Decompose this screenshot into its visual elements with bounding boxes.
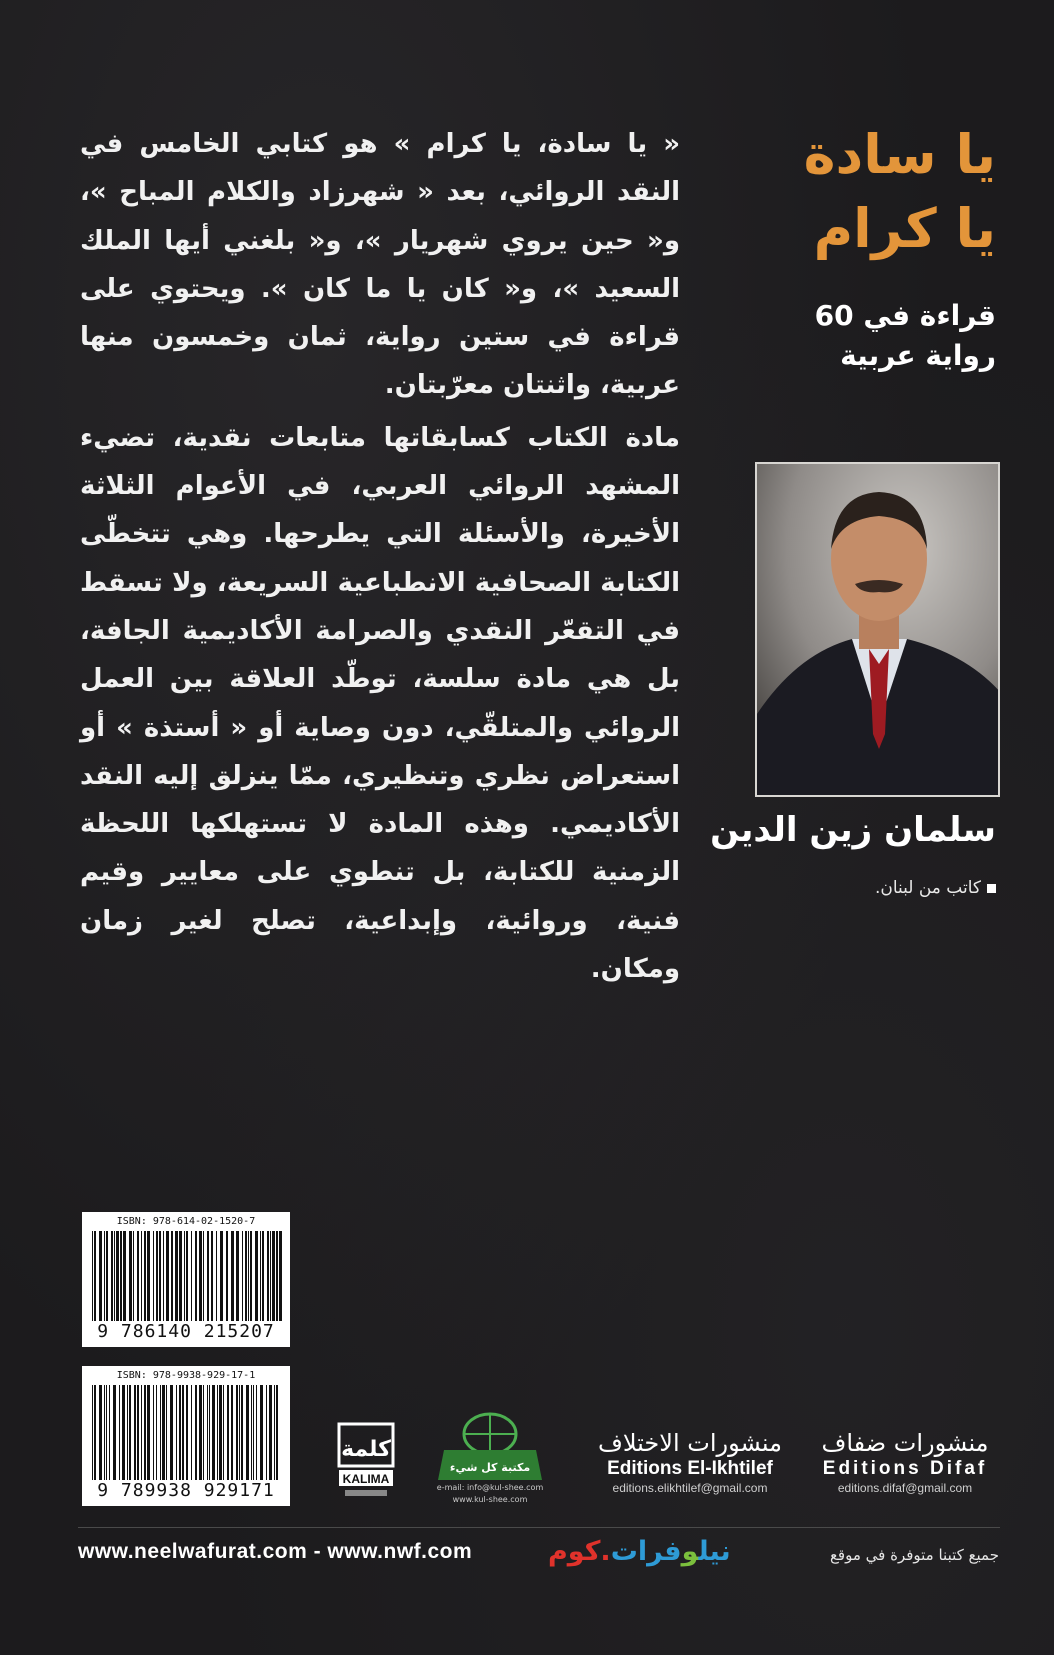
barcode-bar — [262, 1231, 264, 1321]
barcode-bar — [176, 1385, 177, 1480]
footer-availability: جميع كتبنا متوفرة في موقع — [829, 1546, 999, 1564]
barcode-bar — [141, 1385, 142, 1480]
barcode-bar — [256, 1385, 257, 1480]
kalima-logo-latin: KALIMA — [342, 1472, 390, 1486]
barcode-bar — [276, 1231, 278, 1321]
barcode-bar — [166, 1385, 167, 1480]
barcode-bar — [203, 1385, 204, 1480]
barcode-bar — [153, 1231, 154, 1321]
barcode-bar — [179, 1385, 181, 1480]
footer-urls: www.neelwafurat.com - www.nwf.com — [78, 1540, 473, 1563]
barcode-bars-icon — [88, 1385, 284, 1480]
barcode-bar — [203, 1231, 204, 1321]
barcode-bar — [99, 1385, 102, 1480]
barcode-bar — [251, 1385, 252, 1480]
barcode-bar — [123, 1231, 126, 1321]
publisher-ikhtilef — [585, 1428, 795, 1496]
barcode-bar — [211, 1231, 213, 1321]
barcode-bar — [276, 1385, 278, 1480]
barcode-bar — [119, 1385, 120, 1480]
barcode-bar — [92, 1385, 93, 1480]
barcode-2 — [82, 1366, 290, 1506]
publisher-difaf-email: editions.difaf@gmail.com — [837, 1481, 973, 1495]
barcode-bar — [137, 1385, 139, 1480]
publisher-ikhtilef-latin: Editions El-Ikhtilef — [607, 1458, 773, 1479]
kalima-logo — [335, 1420, 397, 1500]
barcode-bar — [122, 1385, 125, 1480]
barcode-bar — [199, 1231, 202, 1321]
barcode-bar — [248, 1231, 249, 1321]
isbn-label-1: ISBN: 978-614-02-1520-7 — [116, 1216, 256, 1227]
brand-wa: و — [681, 1536, 699, 1567]
barcode-bar — [226, 1231, 228, 1321]
barcode-bar — [175, 1231, 178, 1321]
kalima-logo-arabic: كلمة — [341, 1437, 391, 1462]
title-block — [696, 118, 996, 376]
publisher-ikhtilef-arabic: منشورات الاختلاف — [597, 1429, 783, 1457]
barcode-bar — [207, 1231, 209, 1321]
barcode-bar — [239, 1385, 240, 1480]
barcode-bar — [220, 1231, 223, 1321]
barcode-bar — [212, 1385, 215, 1480]
barcode-bar — [94, 1385, 96, 1480]
book-subtitle — [696, 296, 996, 376]
barcode-bar — [195, 1231, 197, 1321]
publisher-difaf — [800, 1428, 1010, 1496]
barcode-bar — [195, 1385, 197, 1480]
barcode-bar — [170, 1385, 173, 1480]
barcode-bar — [166, 1231, 169, 1321]
barcode-bar — [231, 1385, 233, 1480]
barcode-bar — [184, 1231, 185, 1321]
barcode-bar — [269, 1385, 272, 1480]
barcode-bar — [270, 1231, 271, 1321]
barcode-bar — [171, 1231, 173, 1321]
barcode-bars-icon — [88, 1231, 284, 1321]
barcode-bar — [255, 1231, 258, 1321]
barcode-bar — [179, 1231, 182, 1321]
isbn-label-2: ISBN: 978-9938-929-17-1 — [116, 1370, 256, 1381]
kulshee-web: www.kul-shee.com — [452, 1495, 528, 1504]
barcode-bar — [223, 1385, 224, 1480]
barcode-bar — [209, 1385, 210, 1480]
author-photo — [755, 462, 1000, 797]
barcode-bar — [191, 1385, 192, 1480]
book-subtitle-line-2: رواية عربية — [840, 339, 996, 372]
barcode-bar — [186, 1231, 188, 1321]
author-name: سلمان زين الدين — [710, 810, 996, 850]
barcode-1 — [82, 1212, 290, 1347]
blurb-text — [80, 120, 680, 997]
barcode-bar — [156, 1385, 157, 1480]
barcode-bar — [127, 1385, 128, 1480]
barcode-bar — [160, 1385, 161, 1480]
barcode-bar — [141, 1231, 142, 1321]
barcode-bar — [250, 1231, 252, 1321]
barcode-bar — [245, 1231, 247, 1321]
barcode-digits-1: 9 786140 215207 — [97, 1321, 275, 1342]
barcode-digits-2: 9 789938 929171 — [97, 1480, 275, 1501]
barcode-bar — [106, 1231, 108, 1321]
author-note-text: كاتب من لبنان. — [874, 878, 981, 898]
barcode-bar — [182, 1385, 184, 1480]
barcode-bar — [236, 1231, 239, 1321]
barcode-bar — [116, 1231, 119, 1321]
brand-furat: فرات — [610, 1536, 682, 1567]
publisher-difaf-latin: Editions Difaf — [822, 1458, 988, 1479]
book-title-line-2: يا كرام — [813, 197, 996, 260]
barcode-bar — [113, 1385, 116, 1480]
barcode-bar — [191, 1231, 192, 1321]
barcode-bar — [199, 1385, 202, 1480]
barcode-bar — [216, 1231, 217, 1321]
barcode-bar — [274, 1385, 275, 1480]
barcode-bar — [137, 1231, 139, 1321]
kulshee-email: e-mail: info@kul-shee.com — [436, 1483, 544, 1492]
barcode-bar — [147, 1385, 150, 1480]
barcode-bar — [227, 1385, 229, 1480]
blurb-paragraph-1: « يا سادة، يا كرام » هو كتابي الخامس في النقد الروائي، بعد « شهرزاد والكلام المباح »، و« حين يروي شهريار »، و« بلغني أيها الملك السعيد »، و« كان يا ما كان ». ويحتوي على قراءة في ستين رواية، ثمان وخمسون منها عربية، واثنتان معرّبتان. — [80, 129, 680, 401]
barcode-bar — [242, 1231, 243, 1321]
barcode-bar — [186, 1385, 188, 1480]
barcode-bar — [106, 1385, 107, 1480]
barcode-bar — [134, 1385, 136, 1480]
barcode-bar — [129, 1385, 131, 1480]
kulshee-contact — [425, 1482, 555, 1506]
author-portrait-icon — [757, 464, 1000, 797]
author-note — [696, 878, 996, 898]
barcode-bar — [266, 1385, 267, 1480]
barcode-bar — [144, 1385, 146, 1480]
barcode-bar — [133, 1231, 134, 1321]
barcode-bar — [246, 1385, 249, 1480]
barcode-bar — [267, 1231, 269, 1321]
footer-divider — [78, 1527, 1000, 1528]
barcode-bar — [99, 1231, 102, 1321]
barcode-bar — [231, 1231, 234, 1321]
barcode-bar — [260, 1231, 261, 1321]
barcode-bar — [241, 1385, 243, 1480]
barcode-bar — [217, 1385, 218, 1480]
brand-com: .كوم — [548, 1536, 611, 1567]
barcode-bar — [104, 1231, 105, 1321]
barcode-bar — [104, 1385, 105, 1480]
barcode-bar — [129, 1231, 132, 1321]
barcode-bar — [153, 1385, 154, 1480]
barcode-bar — [236, 1385, 238, 1480]
barcode-bar — [219, 1385, 222, 1480]
bullet-icon — [987, 884, 996, 893]
barcode-bar — [114, 1231, 115, 1321]
barcode-bar — [156, 1231, 158, 1321]
barcode-bar — [253, 1385, 254, 1480]
barcode-bar — [162, 1385, 165, 1480]
barcode-bar — [144, 1231, 146, 1321]
publisher-difaf-arabic: منشورات ضفاف — [821, 1429, 989, 1457]
barcode-bar — [109, 1385, 110, 1480]
barcode-bar — [163, 1231, 164, 1321]
kulshee-label: مكتبة كل شيء — [449, 1461, 531, 1474]
barcode-bar — [207, 1385, 208, 1480]
barcode-bar — [120, 1231, 122, 1321]
barcode-bar — [260, 1385, 263, 1480]
barcode-bar — [279, 1231, 282, 1321]
neelwafurat-logo — [548, 1536, 731, 1567]
barcode-bar — [272, 1231, 275, 1321]
barcode-bar — [147, 1231, 150, 1321]
barcode-bar — [111, 1231, 113, 1321]
barcode-bar — [159, 1231, 161, 1321]
barcode-bar — [94, 1231, 96, 1321]
book-subtitle-line-1: قراءة في 60 — [814, 299, 996, 332]
blurb-paragraph-2: مادة الكتاب كسابقاتها متابعات نقدية، تضيء المشهد الروائي العربي، في الأعوام الثلاثة الأخيرة، والأسئلة التي يطرحها. وهي تتخطّى الكتابة الصحافية الانطباعية السريعة، ولا تسقط في التقعّر النقدي والصرامة الأكاديمية الجافة، بل هي مادة سلسة، توطّد العلاقة بين العمل الروائي والمتلقّي، دون وصاية أو « أستذة » أو استعراض نظري وتنظيري، ممّا ينزلق إليه النقد الأكاديمي. وهذه المادة لا تستهلكها اللحظة الزمنية للكتابة، بل تنطوي على معايير وقيم فنية، وروائية، وإبداعية، تصلح لغير زمان ومكان. — [80, 422, 680, 985]
barcode-bar — [92, 1231, 93, 1321]
publisher-ikhtilef-email: editions.elikhtilef@gmail.com — [612, 1481, 768, 1495]
book-title-line-1: يا سادة — [803, 123, 996, 186]
brand-nil: نيل — [698, 1536, 731, 1567]
